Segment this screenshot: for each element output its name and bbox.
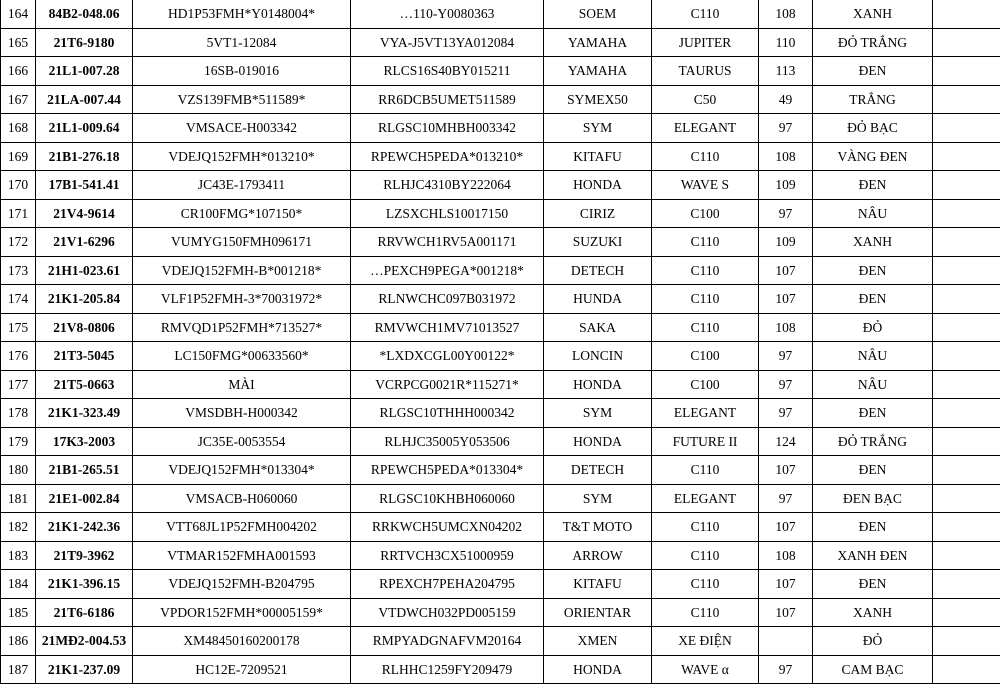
displacement-cell: 49 <box>759 85 813 114</box>
color-cell: ĐỎ TRẮNG <box>813 28 933 57</box>
row-number-cell: 179 <box>1 427 36 456</box>
note-cell <box>933 228 1000 257</box>
color-cell: ĐỎ BẠC <box>813 114 933 143</box>
table-row <box>1 427 1000 456</box>
engine-number-cell: VZS139FMB*511589* <box>133 85 351 114</box>
chassis-number-cell: RRVWCH1RV5A001171 <box>351 228 544 257</box>
table-row <box>1 655 1000 684</box>
model-cell: FUTURE II <box>652 427 759 456</box>
table-row <box>1 541 1000 570</box>
table-row <box>1 598 1000 627</box>
color-cell: XANH <box>813 0 933 28</box>
model-cell: C110 <box>652 570 759 599</box>
note-cell <box>933 114 1000 143</box>
plate-number-cell: 21L1-009.64 <box>36 114 133 143</box>
brand-cell: HONDA <box>544 171 652 200</box>
row-number-cell: 181 <box>1 484 36 513</box>
plate-number-cell: 21B1-265.51 <box>36 456 133 485</box>
color-cell: ĐỎ TRẮNG <box>813 427 933 456</box>
table-row <box>1 57 1000 86</box>
model-cell: C50 <box>652 85 759 114</box>
chassis-number-cell: RLGSC10THHH000342 <box>351 399 544 428</box>
brand-cell: KITAFU <box>544 142 652 171</box>
plate-number-cell: 21T9-3962 <box>36 541 133 570</box>
plate-number-cell: 17B1-541.41 <box>36 171 133 200</box>
row-number-cell: 187 <box>1 655 36 684</box>
displacement-cell: 97 <box>759 399 813 428</box>
displacement-cell: 108 <box>759 313 813 342</box>
plate-number-cell: 21T3-5045 <box>36 342 133 371</box>
plate-number-cell: 21T6-6186 <box>36 598 133 627</box>
table-row <box>1 256 1000 285</box>
plate-number-cell: 21T6-9180 <box>36 28 133 57</box>
displacement-cell: 97 <box>759 342 813 371</box>
chassis-number-cell: RLCS16S40BY015211 <box>351 57 544 86</box>
plate-number-cell: 21H1-023.61 <box>36 256 133 285</box>
engine-number-cell: VMSACB-H060060 <box>133 484 351 513</box>
color-cell: ĐEN <box>813 171 933 200</box>
note-cell <box>933 85 1000 114</box>
plate-number-cell: 21V4-9614 <box>36 199 133 228</box>
displacement-cell: 108 <box>759 541 813 570</box>
row-number-cell: 180 <box>1 456 36 485</box>
table-row <box>1 114 1000 143</box>
brand-cell: KITAFU <box>544 570 652 599</box>
plate-number-cell: 21E1-002.84 <box>36 484 133 513</box>
chassis-number-cell: RR6DCB5UMET511589 <box>351 85 544 114</box>
chassis-number-cell: VCRPCG0021R*115271* <box>351 370 544 399</box>
color-cell: ĐEN <box>813 285 933 314</box>
brand-cell: SOEM <box>544 0 652 28</box>
plate-number-cell: 21T5-0663 <box>36 370 133 399</box>
row-number-cell: 184 <box>1 570 36 599</box>
row-number-cell: 167 <box>1 85 36 114</box>
chassis-number-cell: VYA-J5VT13YA012084 <box>351 28 544 57</box>
engine-number-cell: RMVQD1P52FMH*713527* <box>133 313 351 342</box>
engine-number-cell: VMSDBH-H000342 <box>133 399 351 428</box>
table-row <box>1 0 1000 28</box>
row-number-cell: 172 <box>1 228 36 257</box>
note-cell <box>933 0 1000 28</box>
chassis-number-cell: RLHJC35005Y053506 <box>351 427 544 456</box>
row-number-cell: 186 <box>1 627 36 656</box>
model-cell: ELEGANT <box>652 399 759 428</box>
model-cell: WAVE α <box>652 655 759 684</box>
brand-cell: YAMAHA <box>544 57 652 86</box>
note-cell <box>933 541 1000 570</box>
note-cell <box>933 171 1000 200</box>
row-number-cell: 185 <box>1 598 36 627</box>
model-cell: TAURUS <box>652 57 759 86</box>
table-row <box>1 228 1000 257</box>
model-cell: C110 <box>652 228 759 257</box>
brand-cell: SUZUKI <box>544 228 652 257</box>
note-cell <box>933 342 1000 371</box>
engine-number-cell: 5VT1-12084 <box>133 28 351 57</box>
engine-number-cell: 16SB-019016 <box>133 57 351 86</box>
note-cell <box>933 456 1000 485</box>
model-cell: XE ĐIỆN <box>652 627 759 656</box>
table-row <box>1 28 1000 57</box>
plate-number-cell: 21B1-276.18 <box>36 142 133 171</box>
row-number-cell: 166 <box>1 57 36 86</box>
engine-number-cell: VDEJQ152FMH*013304* <box>133 456 351 485</box>
brand-cell: CIRIZ <box>544 199 652 228</box>
brand-cell: LONCIN <box>544 342 652 371</box>
displacement-cell: 107 <box>759 570 813 599</box>
row-number-cell: 177 <box>1 370 36 399</box>
displacement-cell: 97 <box>759 484 813 513</box>
brand-cell: ARROW <box>544 541 652 570</box>
displacement-cell: 97 <box>759 114 813 143</box>
table-row <box>1 85 1000 114</box>
chassis-number-cell: RMVWCH1MV71013527 <box>351 313 544 342</box>
engine-number-cell: VDEJQ152FMH-B*001218* <box>133 256 351 285</box>
note-cell <box>933 256 1000 285</box>
row-number-cell: 165 <box>1 28 36 57</box>
chassis-number-cell: LZSXCHLS10017150 <box>351 199 544 228</box>
note-cell <box>933 513 1000 542</box>
note-cell <box>933 199 1000 228</box>
note-cell <box>933 28 1000 57</box>
model-cell: C110 <box>652 313 759 342</box>
displacement-cell: 124 <box>759 427 813 456</box>
displacement-cell: 109 <box>759 171 813 200</box>
chassis-number-cell: VTDWCH032PD005159 <box>351 598 544 627</box>
color-cell: ĐEN <box>813 57 933 86</box>
brand-cell: DETECH <box>544 456 652 485</box>
engine-number-cell: VTMAR152FMHA001593 <box>133 541 351 570</box>
chassis-number-cell: RLNWCHC097B031972 <box>351 285 544 314</box>
model-cell: C110 <box>652 142 759 171</box>
chassis-number-cell: …PEXCH9PEGA*001218* <box>351 256 544 285</box>
table-row <box>1 570 1000 599</box>
brand-cell: T&T MOTO <box>544 513 652 542</box>
row-number-cell: 178 <box>1 399 36 428</box>
plate-number-cell: 17K3-2003 <box>36 427 133 456</box>
note-cell <box>933 484 1000 513</box>
model-cell: C100 <box>652 199 759 228</box>
model-cell: C110 <box>652 598 759 627</box>
row-number-cell: 170 <box>1 171 36 200</box>
plate-number-cell: 21K1-242.36 <box>36 513 133 542</box>
row-number-cell: 171 <box>1 199 36 228</box>
displacement-cell: 97 <box>759 370 813 399</box>
brand-cell: SYMEX50 <box>544 85 652 114</box>
vehicle-table-body <box>1 0 1000 684</box>
engine-number-cell: HD1P53FMH*Y0148004* <box>133 0 351 28</box>
plate-number-cell: 84B2-048.06 <box>36 0 133 28</box>
engine-number-cell: VTT68JL1P52FMH004202 <box>133 513 351 542</box>
chassis-number-cell: RMPYADGNAFVM20164 <box>351 627 544 656</box>
model-cell: C110 <box>652 456 759 485</box>
note-cell <box>933 313 1000 342</box>
chassis-number-cell: RPEWCH5PEDA*013304* <box>351 456 544 485</box>
table-row <box>1 484 1000 513</box>
brand-cell: XMEN <box>544 627 652 656</box>
row-number-cell: 169 <box>1 142 36 171</box>
chassis-number-cell: RRKWCH5UMCXN04202 <box>351 513 544 542</box>
model-cell: C100 <box>652 342 759 371</box>
note-cell <box>933 570 1000 599</box>
plate-number-cell: 21V1-6296 <box>36 228 133 257</box>
color-cell: NÂU <box>813 342 933 371</box>
chassis-number-cell: …110-Y0080363 <box>351 0 544 28</box>
brand-cell: HONDA <box>544 370 652 399</box>
chassis-number-cell: RLHJC4310BY222064 <box>351 171 544 200</box>
engine-number-cell: XM48450160200178 <box>133 627 351 656</box>
engine-number-cell: VUMYG150FMH096171 <box>133 228 351 257</box>
model-cell: C110 <box>652 0 759 28</box>
row-number-cell: 175 <box>1 313 36 342</box>
row-number-cell: 182 <box>1 513 36 542</box>
note-cell <box>933 142 1000 171</box>
plate-number-cell: 21MĐ2-004.53 <box>36 627 133 656</box>
table-row <box>1 313 1000 342</box>
plate-number-cell: 21K1-396.15 <box>36 570 133 599</box>
model-cell: C110 <box>652 513 759 542</box>
color-cell: CAM BẠC <box>813 655 933 684</box>
chassis-number-cell: RLGSC10KHBH060060 <box>351 484 544 513</box>
note-cell <box>933 285 1000 314</box>
table-row <box>1 627 1000 656</box>
model-cell: WAVE S <box>652 171 759 200</box>
color-cell: NÂU <box>813 370 933 399</box>
color-cell: ĐEN <box>813 399 933 428</box>
chassis-number-cell: RLGSC10MHBH003342 <box>351 114 544 143</box>
row-number-cell: 164 <box>1 0 36 28</box>
engine-number-cell: VMSACE-H003342 <box>133 114 351 143</box>
row-number-cell: 174 <box>1 285 36 314</box>
engine-number-cell: CR100FMG*107150* <box>133 199 351 228</box>
displacement-cell: 97 <box>759 199 813 228</box>
displacement-cell: 109 <box>759 228 813 257</box>
color-cell: XANH <box>813 598 933 627</box>
brand-cell: SYM <box>544 399 652 428</box>
engine-number-cell: VLF1P52FMH-3*70031972* <box>133 285 351 314</box>
engine-number-cell: HC12E-7209521 <box>133 655 351 684</box>
brand-cell: DETECH <box>544 256 652 285</box>
brand-cell: SAKA <box>544 313 652 342</box>
color-cell: ĐEN <box>813 570 933 599</box>
table-row <box>1 342 1000 371</box>
color-cell: VÀNG ĐEN <box>813 142 933 171</box>
plate-number-cell: 21L1-007.28 <box>36 57 133 86</box>
engine-number-cell: VPDOR152FMH*00005159* <box>133 598 351 627</box>
model-cell: C110 <box>652 285 759 314</box>
brand-cell: HONDA <box>544 427 652 456</box>
displacement-cell: 107 <box>759 513 813 542</box>
model-cell: ELEGANT <box>652 484 759 513</box>
plate-number-cell: 21K1-205.84 <box>36 285 133 314</box>
brand-cell: YAMAHA <box>544 28 652 57</box>
color-cell: ĐỎ <box>813 313 933 342</box>
row-number-cell: 176 <box>1 342 36 371</box>
color-cell: ĐỎ <box>813 627 933 656</box>
chassis-number-cell: RLHHC1259FY209479 <box>351 655 544 684</box>
plate-number-cell: 21LA-007.44 <box>36 85 133 114</box>
displacement-cell: 108 <box>759 0 813 28</box>
plate-number-cell: 21V8-0806 <box>36 313 133 342</box>
note-cell <box>933 655 1000 684</box>
note-cell <box>933 598 1000 627</box>
engine-number-cell: JC43E-1793411 <box>133 171 351 200</box>
model-cell: C110 <box>652 541 759 570</box>
note-cell <box>933 370 1000 399</box>
table-row <box>1 285 1000 314</box>
color-cell: TRẮNG <box>813 85 933 114</box>
brand-cell: HUNDA <box>544 285 652 314</box>
brand-cell: SYM <box>544 484 652 513</box>
chassis-number-cell: *LXDXCGL00Y00122* <box>351 342 544 371</box>
table-row <box>1 199 1000 228</box>
color-cell: XANH ĐEN <box>813 541 933 570</box>
note-cell <box>933 627 1000 656</box>
table-row <box>1 142 1000 171</box>
table-row <box>1 370 1000 399</box>
engine-number-cell: VDEJQ152FMH-B204795 <box>133 570 351 599</box>
note-cell <box>933 57 1000 86</box>
displacement-cell: 108 <box>759 142 813 171</box>
brand-cell: HONDA <box>544 655 652 684</box>
model-cell: ELEGANT <box>652 114 759 143</box>
table-row <box>1 456 1000 485</box>
displacement-cell: 97 <box>759 655 813 684</box>
chassis-number-cell: RPEXCH7PEHA204795 <box>351 570 544 599</box>
note-cell <box>933 427 1000 456</box>
displacement-cell: 107 <box>759 285 813 314</box>
table-row <box>1 399 1000 428</box>
color-cell: XANH <box>813 228 933 257</box>
engine-number-cell: LC150FMG*00633560* <box>133 342 351 371</box>
color-cell: ĐEN <box>813 256 933 285</box>
displacement-cell <box>759 627 813 656</box>
color-cell: ĐEN <box>813 513 933 542</box>
engine-number-cell: VDEJQ152FMH*013210* <box>133 142 351 171</box>
table-row <box>1 513 1000 542</box>
brand-cell: ORIENTAR <box>544 598 652 627</box>
model-cell: JUPITER <box>652 28 759 57</box>
row-number-cell: 168 <box>1 114 36 143</box>
displacement-cell: 107 <box>759 256 813 285</box>
row-number-cell: 173 <box>1 256 36 285</box>
displacement-cell: 107 <box>759 598 813 627</box>
displacement-cell: 107 <box>759 456 813 485</box>
displacement-cell: 110 <box>759 28 813 57</box>
plate-number-cell: 21K1-237.09 <box>36 655 133 684</box>
engine-number-cell: MÀI <box>133 370 351 399</box>
brand-cell: SYM <box>544 114 652 143</box>
chassis-number-cell: RPEWCH5PEDA*013210* <box>351 142 544 171</box>
plate-number-cell: 21K1-323.49 <box>36 399 133 428</box>
row-number-cell: 183 <box>1 541 36 570</box>
color-cell: NÂU <box>813 199 933 228</box>
model-cell: C100 <box>652 370 759 399</box>
chassis-number-cell: RRTVCH3CX51000959 <box>351 541 544 570</box>
model-cell: C110 <box>652 256 759 285</box>
note-cell <box>933 399 1000 428</box>
table-row <box>1 171 1000 200</box>
displacement-cell: 113 <box>759 57 813 86</box>
engine-number-cell: JC35E-0053554 <box>133 427 351 456</box>
color-cell: ĐEN <box>813 456 933 485</box>
color-cell: ĐEN BẠC <box>813 484 933 513</box>
